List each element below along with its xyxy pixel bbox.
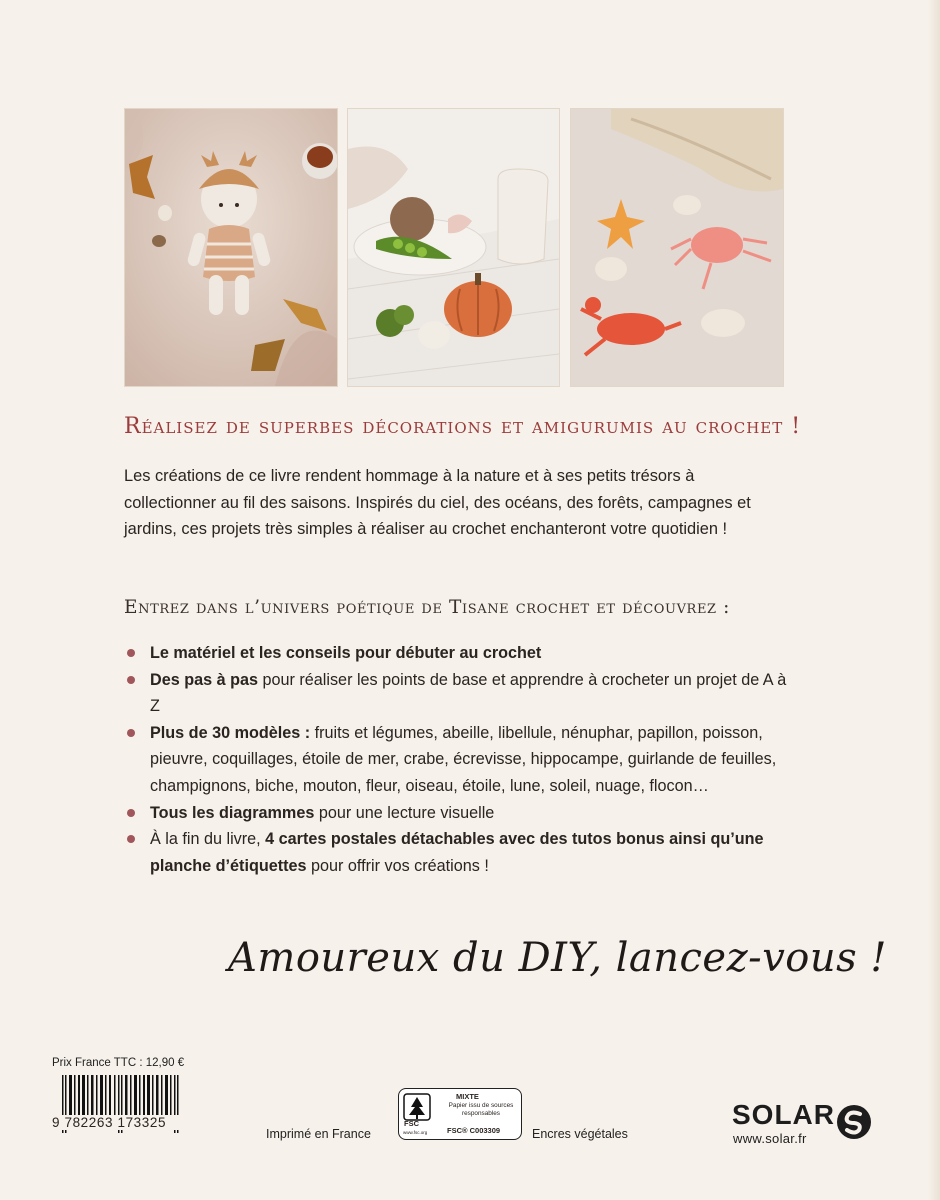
headline: Réalisez de superbes décorations et amigurumis au crochet ! [124,414,802,439]
list-item-bold: 4 cartes postales détachables avec des tutos bonus ainsi qu’une planche d’étiquettes [150,830,764,875]
fsc-website: www.fsc.org [403,1130,428,1135]
list-item-bold: Plus de 30 modèles : [150,723,311,742]
list-item-bold: Tous les diagrammes [150,803,315,822]
list-item-bold: Le matériel et les conseils pour débuter au crochet [150,644,542,662]
fsc-description: Papier issu de sources responsables [448,1102,514,1117]
list-item-text: pour réaliser les points de base et apprendre à crocheter un projet de A à Z [150,670,787,716]
list-item [124,826,789,879]
fsc-code: FSC® C003309 [447,1126,501,1135]
publisher-url: www.solar.fr [733,1131,807,1146]
list-item [124,720,789,800]
publisher-name: SOLAR [732,1099,835,1130]
isbn-number: 9 782263 173325 [52,1115,187,1130]
subheading: Entrez dans l’univers poétique de Tisane crochet et découvrez : [124,597,730,618]
list-item [124,800,789,827]
solar-logo-icon [836,1104,872,1140]
fsc-tree-icon [403,1093,431,1135]
features-list [124,640,789,879]
list-item [124,667,789,720]
photo-vegetables [347,108,560,387]
intro-paragraph: Les créations de ce livre rendent hommage à la nature et à ses petits trésors à collectionner au fil des saisons. Inspirés du ciel, des océans, des forêts, campagnes et jardins, ces projets très simples à réaliser au crochet enchanteront votre quotidien ! [124,467,751,539]
list-item-text: pour offrir vos créations ! [306,856,489,875]
printed-in-label: Imprimé en France [266,1127,371,1141]
list-item-text: pour une lecture visuelle [314,803,495,822]
fsc-label [398,1088,522,1140]
fsc-text: FSC [404,1119,419,1128]
fsc-mixte: MIXTE [456,1092,479,1101]
inks-label: Encres végétales [532,1127,628,1141]
price-label: Prix France TTC : 12,90 € [52,1057,185,1069]
cover-edge [928,0,940,1200]
list-item-bold: Des pas à pas [150,670,258,689]
photo-sea-creatures [570,108,784,387]
list-item-prefix: À la fin du livre, [150,830,266,849]
list-item [124,640,789,667]
list-item-text: fruits et légumes, abeille, libellule, nénuphar, papillon, poisson, pieuvre, coquillages, étoile de mer, crabe, écrevisse, hippocampe, guirlande de feuilles, champignons, biche, mouton, fleur, oiseau, étoile, lune, soleil, nuage, flocon… [150,723,777,795]
barcode [52,1075,187,1145]
photo-deer-amigurumi [124,108,338,387]
tagline: Amoureux du DIY, lancez-vous ! [228,935,887,981]
